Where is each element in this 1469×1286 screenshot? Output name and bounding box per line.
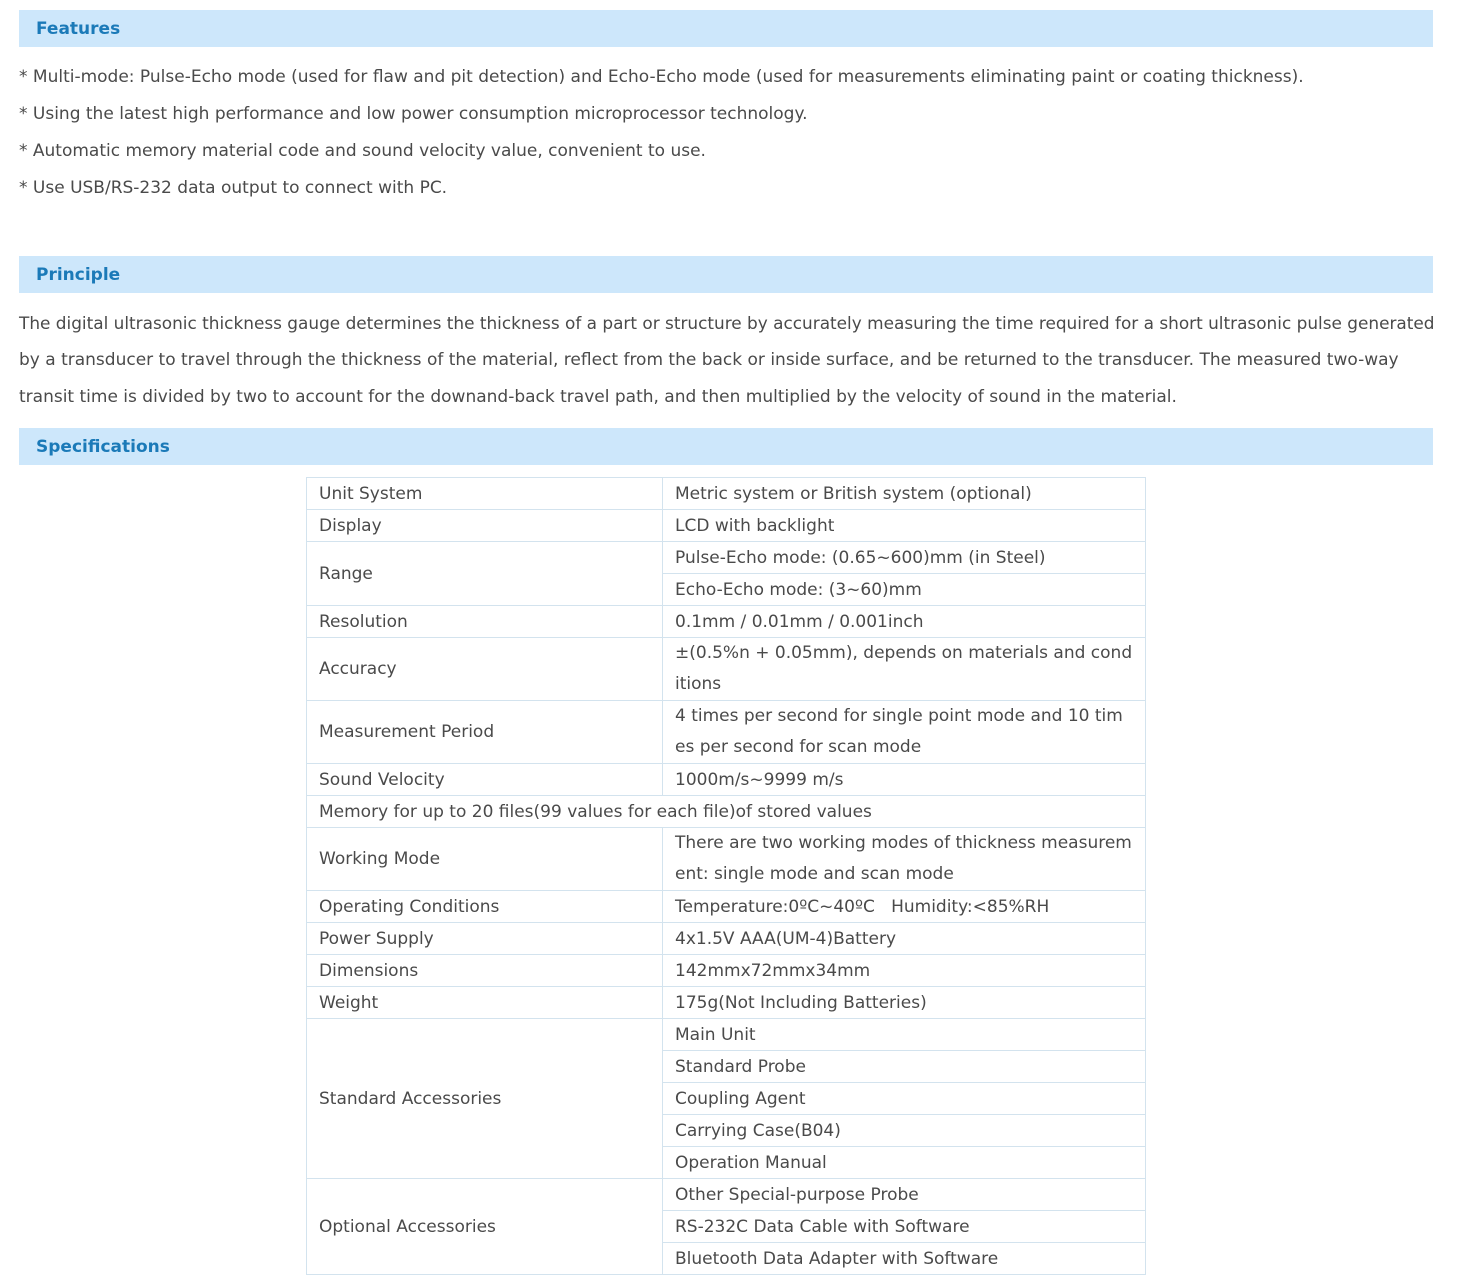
specifications-table <box>306 477 1146 1275</box>
spec-label: Power Supply <box>307 923 663 955</box>
table-row <box>307 828 1146 891</box>
spec-label: Optional Accessories <box>307 1179 663 1275</box>
table-row <box>307 955 1146 987</box>
spec-value: Temperature:0ºC~40ºC Humidity:<85%RH <box>663 891 1146 923</box>
features-heading: Features <box>19 10 1433 47</box>
principle-text-line: transit time is divided by two to account for the downand-back travel path, and then multiplied by the velocity of sound in the material. <box>19 387 1177 407</box>
table-row <box>307 923 1146 955</box>
spec-label: Measurement Period <box>307 701 663 764</box>
spec-memory: Memory for up to 20 files(99 values for each file)of stored values <box>307 796 1146 828</box>
spec-value: LCD with backlight <box>663 510 1146 542</box>
spec-label: Resolution <box>307 606 663 638</box>
feature-item: * Use USB/RS-232 data output to connect with PC. <box>19 178 448 198</box>
table-row <box>307 1019 1146 1051</box>
principle-heading: Principle <box>19 256 1433 293</box>
spec-label: Range <box>307 542 663 606</box>
spec-value: ±(0.5%n + 0.05mm), depends on materials and conditions <box>663 638 1146 701</box>
principle-text-line: by a transducer to travel through the thickness of the material, reflect from the back or inside surface, and be returned to the transducer. The measured two-way <box>19 350 1399 370</box>
principle-text-line: The digital ultrasonic thickness gauge determines the thickness of a part or structure by accurately measuring the time required for a short ultrasonic pulse generated <box>19 313 1435 333</box>
table-row <box>307 764 1146 796</box>
spec-value: 4 times per second for single point mode and 10 times per second for scan mode <box>663 701 1146 764</box>
spec-value: Operation Manual <box>663 1147 1146 1179</box>
spec-label: Display <box>307 510 663 542</box>
spec-label: Accuracy <box>307 638 663 701</box>
spec-value: RS-232C Data Cable with Software <box>663 1211 1146 1243</box>
table-row <box>307 542 1146 574</box>
spec-label: Unit System <box>307 478 663 510</box>
spec-label: Weight <box>307 987 663 1019</box>
spec-value: 1000m/s~9999 m/s <box>663 764 1146 796</box>
feature-item: * Multi-mode: Pulse-Echo mode (used for flaw and pit detection) and Echo-Echo mode (used for measurements eliminating paint or coating thickness). <box>19 67 1304 87</box>
spec-value: Coupling Agent <box>663 1083 1146 1115</box>
spec-value: Carrying Case(B04) <box>663 1115 1146 1147</box>
spec-value: Bluetooth Data Adapter with Software <box>663 1243 1146 1275</box>
spec-value: 4x1.5V AAA(UM-4)Battery <box>663 923 1146 955</box>
spec-value: Standard Probe <box>663 1051 1146 1083</box>
spec-label: Dimensions <box>307 955 663 987</box>
spec-value: Echo-Echo mode: (3~60)mm <box>663 574 1146 606</box>
spec-label: Working Mode <box>307 828 663 891</box>
table-row <box>307 510 1146 542</box>
table-row <box>307 638 1146 701</box>
spec-value: 142mmx72mmx34mm <box>663 955 1146 987</box>
spec-value: Main Unit <box>663 1019 1146 1051</box>
spec-value: 0.1mm / 0.01mm / 0.001inch <box>663 606 1146 638</box>
spec-value: Other Special-purpose Probe <box>663 1179 1146 1211</box>
table-row <box>307 606 1146 638</box>
spec-value: 175g(Not Including Batteries) <box>663 987 1146 1019</box>
table-row <box>307 796 1146 828</box>
table-row <box>307 701 1146 764</box>
spec-label: Standard Accessories <box>307 1019 663 1179</box>
spec-value: Pulse-Echo mode: (0.65~600)mm (in Steel) <box>663 542 1146 574</box>
spec-label: Operating Conditions <box>307 891 663 923</box>
table-row <box>307 987 1146 1019</box>
spec-value: There are two working modes of thickness measurement: single mode and scan mode <box>663 828 1146 891</box>
spec-value: Metric system or British system (optional) <box>663 478 1146 510</box>
feature-item: * Automatic memory material code and sound velocity value, convenient to use. <box>19 141 706 161</box>
spec-label: Sound Velocity <box>307 764 663 796</box>
table-row <box>307 478 1146 510</box>
feature-item: * Using the latest high performance and low power consumption microprocessor technology. <box>19 104 808 124</box>
table-row <box>307 891 1146 923</box>
table-row <box>307 1179 1146 1211</box>
specifications-heading: Specifications <box>19 428 1433 465</box>
